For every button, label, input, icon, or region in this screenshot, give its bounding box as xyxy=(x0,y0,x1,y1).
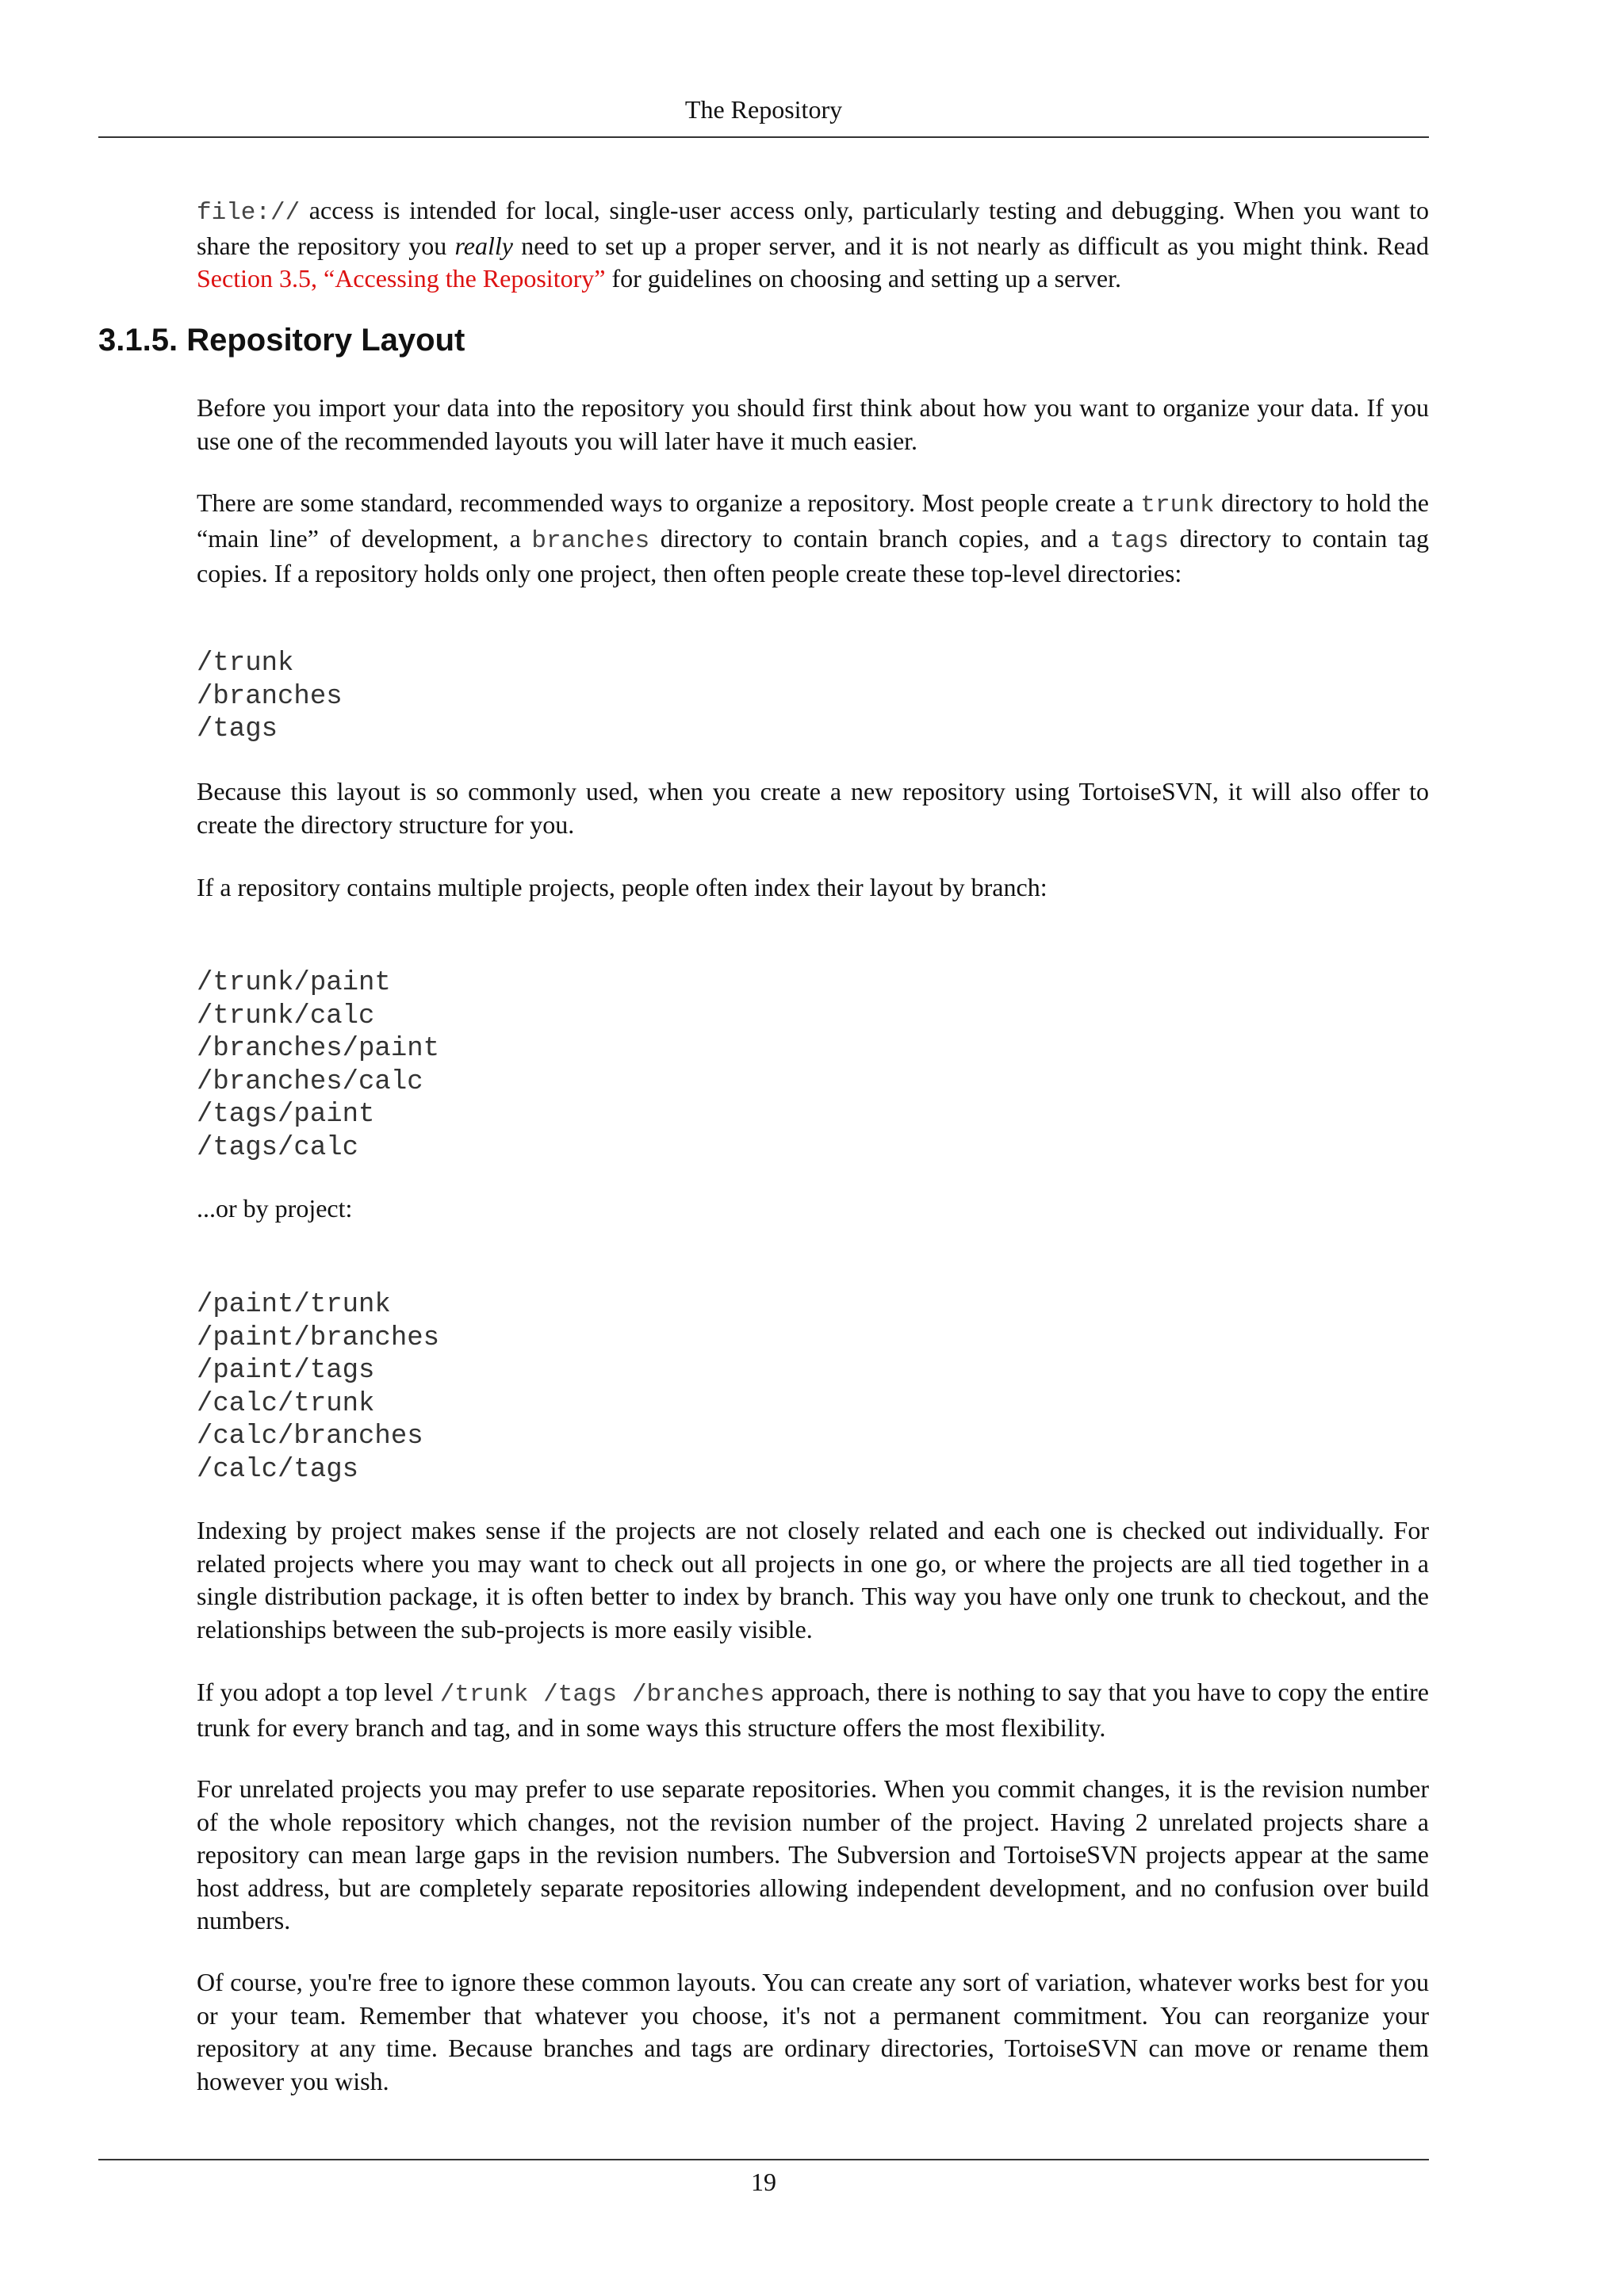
intro-text-2: need to set up a proper server, and it is not nearly as difficult as you might think. Read xyxy=(512,231,1430,260)
header-rule xyxy=(98,136,1429,138)
code-block-by-project xyxy=(197,1289,439,1487)
code-line: /paint/branches xyxy=(197,1322,440,1353)
para2-text-2: directory to hold the “main line” of development, a xyxy=(197,488,1430,553)
paragraph-default-layout: Because this layout is so commonly used, when you create a new repository using TortoiseSVN, it will also offer to create the directory structure for you. xyxy=(197,777,1429,839)
inline-code-trunk: trunk xyxy=(1140,492,1215,519)
intro-paragraph xyxy=(197,194,1429,296)
code-line: /branches/paint xyxy=(197,1034,440,1064)
para2-text-4: directory to contain tag copies. If a repository holds only one project, then often people create these top-level directories: xyxy=(197,523,1430,587)
emphasis-really: really xyxy=(454,231,513,260)
code-line: /branches/calc xyxy=(197,1066,423,1097)
inline-code-file: file:// xyxy=(197,199,301,227)
paragraph-or-by-project: ...or by project: xyxy=(197,1194,353,1223)
page-number: 19 xyxy=(751,2168,776,2196)
code-line: /trunk xyxy=(197,649,294,679)
code-block-by-branch xyxy=(197,967,439,1165)
code-line: /calc/branches xyxy=(197,1422,423,1452)
code-line: /tags xyxy=(197,714,278,744)
paragraph-top-level-approach xyxy=(197,1676,1429,1744)
section-heading: 3.1.5. Repository Layout xyxy=(98,323,465,358)
para2-text-1: There are some standard, recommended ways to organize a repository. Most people create a xyxy=(197,488,1141,517)
paragraph-standard-layouts xyxy=(197,487,1429,591)
code-block-top-level xyxy=(197,648,343,747)
code-line: /calc/tags xyxy=(197,1454,359,1485)
code-line: /calc/trunk xyxy=(197,1388,375,1419)
inline-code-top-level-dirs: /trunk /tags /branches xyxy=(439,1681,765,1709)
inline-code-branches: branches xyxy=(531,526,650,555)
code-line: /trunk/paint xyxy=(197,968,391,998)
para7-text-1: If you adopt a top level xyxy=(197,1678,440,1706)
intro-text-1: access is intended for local, single-user access only, particularly testing and debugging. When you want to share the repository you xyxy=(197,196,1429,260)
footer-rule xyxy=(98,2159,1429,2160)
paragraph-plan-import: Before you import your data into the repository you should first think about how you want to organize your data. If you use one of the recommended layouts you will later have it much easier. xyxy=(197,393,1429,455)
code-line: /tags/paint xyxy=(197,1100,375,1130)
paragraph-indexing-by-project: Indexing by project makes sense if the projects are not closely related and each one is checked out individually. For related projects where you may want to check out all projects in one go, or where the projects are all tied together in a single distribution package, it is often better to index by branch. This way you have only one trunk to checkout, and the relationships between the sub-projects is more easily visible. xyxy=(197,1516,1429,1644)
running-header: The Repository xyxy=(684,95,843,124)
code-line: /paint/trunk xyxy=(197,1290,391,1320)
intro-text-3: for guidelines on choosing and setting up a server. xyxy=(605,264,1121,293)
para7-text-2: approach, there is nothing to say that you have to copy the entire trunk for every branch and tag, and in some ways this structure offers the most flexibility. xyxy=(197,1678,1429,1742)
inline-code-tags: tags xyxy=(1109,526,1170,555)
code-line: /paint/tags xyxy=(197,1356,375,1386)
paragraph-separate-repositories: For unrelated projects you may prefer to use separate repositories. When you commit changes, it is the revision number of the whole repository which changes, not the revision number of the project. Having 2 unrelated projects share a repository can mean large gaps in the revision numbers. The Subversion and TortoiseSVN projects appear at the same host address, but are completely separate repositories allowing independent development, and no confusion over build numbers. xyxy=(197,1774,1429,1934)
para2-text-3: directory to contain branch copies, and a xyxy=(649,523,1110,553)
paragraph-ignore-layouts: Of course, you're free to ignore these common layouts. You can create any sort of variation, whatever works best for you or your team. Remember that whatever you choose, it's not a permanent commitment. You can reorganize your repository at any time. Because branches and tags are ordinary directories, TortoiseSVN can move or rename them however you wish. xyxy=(197,1968,1429,2095)
section-cross-reference-link[interactable]: Section 3.5, “Accessing the Repository” xyxy=(197,264,606,293)
code-line: /branches xyxy=(197,681,343,712)
paragraph-index-by-branch: If a repository contains multiple projects, people often index their layout by branch: xyxy=(197,873,1048,901)
code-line: /tags/calc xyxy=(197,1132,359,1163)
code-line: /trunk/calc xyxy=(197,1001,375,1031)
